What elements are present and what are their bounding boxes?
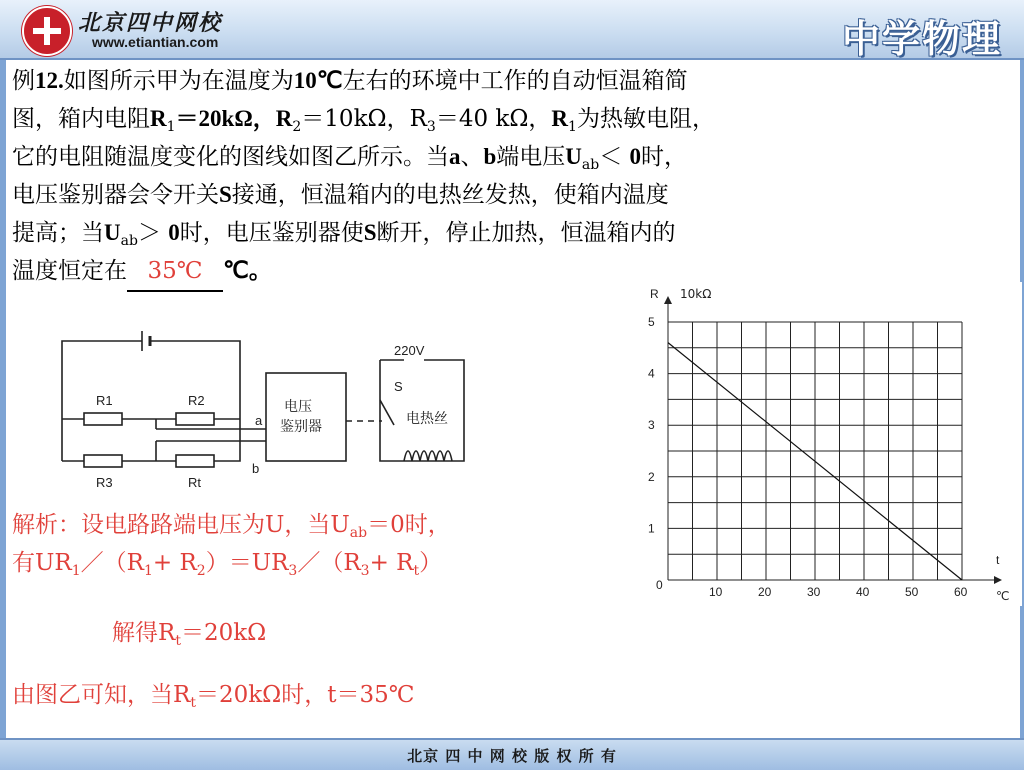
switch-s [380,400,394,425]
problem-line: 电压鉴别器会令开关S接通，恒温箱内的电热丝发热，使箱内温度 [12,182,669,208]
y-tick-label: 1 [648,521,655,536]
problem-line: 提高；当$U_{ab}> 0$时，电压鉴别器使S断开，停止加热，恒温箱内的 [12,220,676,249]
voltage-detector-box [266,373,346,461]
solution-line-3: 解得$R_t=20k\Omega$ [112,620,267,649]
resistor-r3 [84,455,122,467]
label-r1: R1 [96,393,113,408]
solution-line-4: 由图乙可知，当$R_t=20k\Omega$时，t＝35℃ [12,682,415,711]
school-name: 北京四中网校 [78,11,223,36]
resistance-temperature-chart [640,282,1022,606]
frame-left [0,60,6,740]
header-bar [0,0,1024,60]
circuit-diagram [44,325,498,493]
origin-label: 0 [656,578,663,592]
copyright-text: 北京 四 中 网 校 版 权 所 有 [407,747,617,765]
y-axis-arrow [664,296,672,304]
y-tick-label: 2 [648,469,655,484]
x-axis-unit: ℃ [996,589,1010,603]
problem-line: 它的电阻随温度变化的图线如图乙所示。当a、b端电压$U_{ab}< 0$时， [12,144,688,173]
solution-line-1: 解析：设电路路端电压为U，当$U_{ab}=0$时， [12,512,451,541]
y-axis-unit: 10kΩ [680,287,712,301]
problem-line: 例12.如图所示甲为在温度为10℃左右的环境中工作的自动恒温箱简 [12,68,688,94]
label-b: b [252,461,260,476]
footer-bar [0,738,1024,770]
answer-blank: 35℃ [127,253,223,292]
label-rt: Rt [188,475,201,490]
x-tick-label: 20 [758,585,772,599]
resistor-rt [176,455,214,467]
problem-line: 温度恒定在 35℃ ℃。 [12,252,1018,292]
x-tick-label: 60 [954,585,968,599]
heater-label: 电热丝 [406,411,448,427]
label-r3: R3 [96,475,113,490]
y-tick-label: 5 [648,315,655,329]
problem-text [12,62,1018,292]
chart-grid [664,296,1002,584]
x-axis-label: t [996,553,1000,567]
detector-label-2: 鉴别器 [280,419,322,435]
problem-line: 图，箱内电阻$R_1=20k\Omega$，$R_2=10k\Omega$，$R_3=40$ kΩ，$R_1$为热敏电阻， [12,106,715,135]
solution-text [12,506,652,582]
label-a: a [255,413,263,428]
label-220v: 220V [394,343,425,358]
resistor-r1 [84,413,122,425]
school-logo-icon [22,6,72,56]
x-tick-label: 10 [709,585,723,599]
x-axis-arrow [994,576,1002,584]
resistor-r2 [176,413,214,425]
label-switch: S [394,379,403,394]
y-tick-label: 4 [648,366,655,381]
subject-banner: 中学物理 [841,17,1002,61]
label-r2: R2 [188,393,205,408]
y-axis-label: R [650,287,659,301]
school-url: www.etiantian.com [92,34,219,50]
y-tick-label: 3 [648,418,655,433]
solution-line-2: 有$UR_1/(R_1+$ $R_2)=UR_3/(R_3+ R_t)$ [12,550,443,579]
x-tick-label: 40 [856,585,870,599]
x-tick-label: 50 [905,585,919,599]
detector-label-1: 电压 [284,399,312,415]
x-tick-label: 30 [807,585,821,599]
